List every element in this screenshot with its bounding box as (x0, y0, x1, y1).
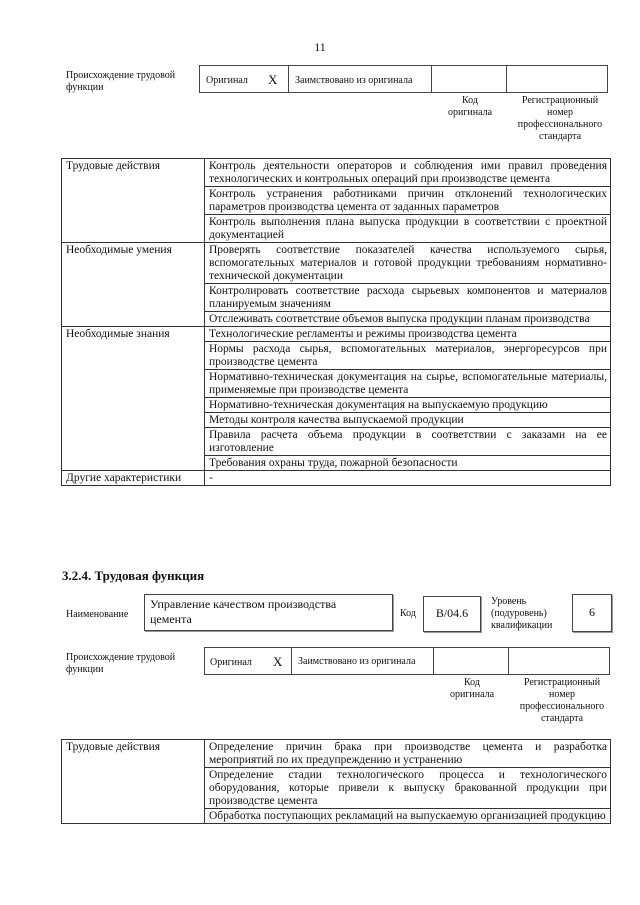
table-row (62, 471, 611, 486)
table-cell: Технологические регламенты и режимы производства цемента (205, 327, 611, 342)
table-cell: Требования охраны труда, пожарной безопасности (205, 456, 611, 471)
row-label: Трудовые действия (62, 159, 205, 243)
original-label: Оригинал (206, 75, 248, 86)
table-row (62, 159, 611, 187)
table-cell: Контроль устранения работниками причин отклонений технологических параметров производства цемента от заданных параметров (205, 187, 611, 215)
borrowed-label: Заимствовано из оригинала (298, 656, 416, 667)
original-label: Оригинал (210, 657, 252, 668)
level-label: Уровень (подуровень) квалификации (491, 596, 553, 631)
origin-label: Происхождение трудовой функции (66, 70, 176, 93)
table-cell: Проверять соответствие показателей качества используемого сырья, вспомогательных материалов и готовой продукции требованиям нормативно-технической документации (205, 243, 611, 284)
origin-label: Происхождение трудовой функции (66, 652, 176, 675)
original-mark: X (268, 72, 278, 87)
function-name: Управление качеством производства цемента (150, 597, 337, 626)
table-cell: Контроль деятельности операторов и соблюдения ими правил проведения технологических и контрольных операций при производстве цемента (205, 159, 611, 187)
reg-number-note: Регистрационный номер профессионального стандарта (519, 677, 605, 724)
table-cell: Контроль выполнения плана выпуска продукции в соответствии с проектной документацией (205, 215, 611, 243)
code-original-note: Код оригинала (447, 95, 493, 118)
page-number: 11 (314, 40, 326, 54)
code-original-cell (431, 65, 507, 93)
table-row (62, 740, 611, 768)
table-cell: Правила расчета объема продукции в соответствии с заказами на ее изготовление (205, 428, 611, 456)
row-label: Необходимые знания (62, 327, 205, 471)
table-row (62, 243, 611, 284)
competency-table-1 (61, 158, 611, 486)
table-cell: Отслеживать соответствие объемов выпуска продукции планам производства (205, 312, 611, 327)
code-original-cell (433, 647, 509, 675)
function-code: B/04.6 (435, 606, 469, 620)
code-label: Код (400, 608, 416, 619)
name-label: Наименование (66, 609, 129, 620)
row-label: Другие характеристики (62, 471, 205, 486)
table-cell: Методы контроля качества выпускаемой продукции (205, 413, 611, 428)
table-cell: Нормативно-техническая документация на сырье, вспомогательные материалы, применяемые при производстве цемента (205, 370, 611, 398)
reg-number-note: Регистрационный номер профессионального стандарта (517, 95, 603, 142)
qualification-level: 6 (589, 605, 595, 619)
table-cell: - (205, 471, 611, 486)
competency-table-2 (61, 739, 611, 824)
table-cell: Определение причин брака при производстве цемента и разработка мероприятий по их предупреждению и устранению (205, 740, 611, 768)
row-label: Трудовые действия (62, 740, 205, 824)
table-cell: Нормативно-техническая документация на выпускаемую продукцию (205, 398, 611, 413)
table-cell: Определение стадии технологического процесса и технологического оборудования, которые привели к выпуску бракованной продукции при производстве цемента (205, 768, 611, 809)
code-original-note: Код оригинала (449, 677, 495, 700)
table-row (62, 327, 611, 342)
original-mark: X (273, 654, 283, 669)
section-heading: 3.2.4. Трудовая функция (62, 568, 205, 583)
row-label: Необходимые умения (62, 243, 205, 327)
table-cell: Нормы расхода сырья, вспомогательных материалов, энергоресурсов при производстве цемента (205, 342, 611, 370)
table-cell: Обработка поступающих рекламаций на выпускаемую организацией продукцию (205, 809, 611, 824)
borrowed-label: Заимствовано из оригинала (295, 75, 413, 86)
table-cell: Контролировать соответствие расхода сырьевых компонентов и материалов планируемым значениям (205, 284, 611, 312)
